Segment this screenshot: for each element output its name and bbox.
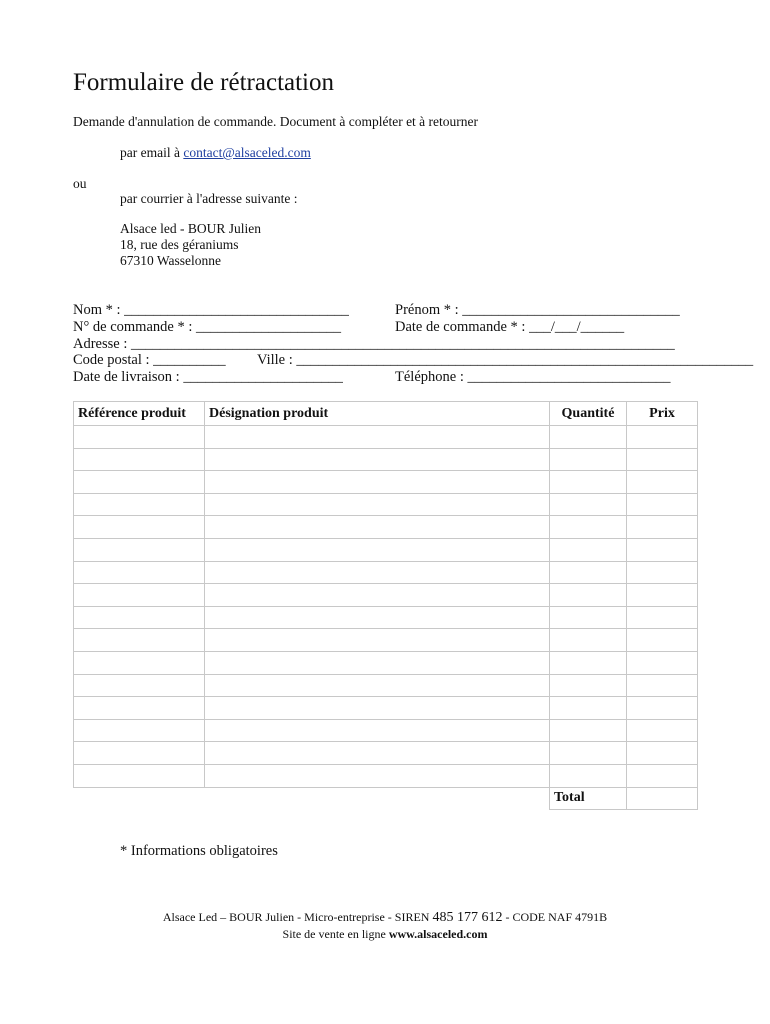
table-cell[interactable] [550,606,627,629]
table-cell[interactable] [627,651,698,674]
table-cell[interactable] [205,584,550,607]
table-cell[interactable] [627,697,698,720]
or-text: ou [73,176,87,191]
table-cell[interactable] [205,493,550,516]
address-line-1: Alsace led - BOUR Julien [120,221,261,236]
table-cell[interactable] [627,448,698,471]
header-reference: Référence produit [74,402,205,426]
table-row [74,516,698,539]
table-cell[interactable] [550,493,627,516]
table-cell[interactable] [627,719,698,742]
table-cell[interactable] [550,471,627,494]
table-cell[interactable] [550,426,627,449]
table-cell[interactable] [205,516,550,539]
table-cell[interactable] [205,538,550,561]
table-cell[interactable] [74,764,205,787]
table-cell[interactable] [205,471,550,494]
table-cell[interactable] [627,426,698,449]
table-cell[interactable] [550,584,627,607]
table-row [74,426,698,449]
footer-site-label: Site de vente en ligne [282,927,389,941]
table-cell[interactable] [627,584,698,607]
footer-site-link[interactable]: www.alsaceled.com [388,927,488,941]
address-line-3: 67310 Wasselonne [120,253,222,268]
table-cell[interactable] [74,584,205,607]
table-cell[interactable] [627,493,698,516]
table-cell[interactable] [205,697,550,720]
table-cell[interactable] [550,742,627,765]
table-cell[interactable] [550,651,627,674]
table-cell[interactable] [74,629,205,652]
table-cell[interactable] [205,606,550,629]
header-quantite: Quantité [550,402,627,426]
table-cell[interactable] [627,516,698,539]
table-row [74,493,698,516]
table-cell[interactable] [74,606,205,629]
table-cell[interactable] [550,516,627,539]
address-line-2: 18, rue des géraniums [120,237,239,252]
footer-siren: 485 177 612 [432,910,503,925]
date-commande-field[interactable]: Date de commande * : ___/___/______ [395,319,625,335]
table-cell[interactable] [627,742,698,765]
footer-line-1 [0,910,770,926]
table-cell[interactable] [205,561,550,584]
table-row [74,764,698,787]
table-row [74,651,698,674]
table-cell[interactable] [74,493,205,516]
table-cell[interactable] [550,719,627,742]
table-cell[interactable] [74,538,205,561]
table-cell[interactable] [205,629,550,652]
total-value[interactable] [627,787,698,810]
header-prix: Prix [627,402,698,426]
email-link[interactable]: contact@alsaceled.com [183,145,311,160]
adresse-field[interactable]: Adresse : ___________________________________________________________________________ [73,336,675,352]
table-cell[interactable] [205,742,550,765]
table-cell[interactable] [74,516,205,539]
table-row [74,697,698,720]
footer-company: Alsace Led – BOUR Julien - Micro-entreprise - SIREN [162,910,433,924]
table-cell[interactable] [74,651,205,674]
code-postal-field[interactable]: Code postal : __________ [73,352,226,368]
products-table [73,401,698,810]
table-row [74,471,698,494]
email-prefix: par email à [120,145,184,160]
table-cell[interactable] [205,764,550,787]
table-row [74,561,698,584]
total-label: Total [550,787,627,810]
header-designation: Désignation produit [205,402,550,426]
prenom-field[interactable]: Prénom * : ______________________________ [395,302,680,318]
footer-line-2 [0,927,770,942]
table-cell[interactable] [627,629,698,652]
table-row [74,629,698,652]
table-header-row [74,402,698,426]
table-row [74,584,698,607]
table-cell[interactable] [627,606,698,629]
table-row [74,719,698,742]
table-cell[interactable] [74,471,205,494]
table-cell[interactable] [627,674,698,697]
table-cell[interactable] [74,561,205,584]
table-cell[interactable] [74,674,205,697]
table-cell[interactable] [74,742,205,765]
table-cell[interactable] [74,448,205,471]
table-cell[interactable] [550,629,627,652]
table-cell[interactable] [74,426,205,449]
table-row [74,742,698,765]
table-cell[interactable] [205,719,550,742]
nom-field[interactable]: Nom * : _______________________________ [73,302,349,318]
table-cell[interactable] [550,538,627,561]
table-cell[interactable] [74,697,205,720]
table-row [74,448,698,471]
table-cell[interactable] [205,651,550,674]
table-cell[interactable] [74,719,205,742]
table-cell[interactable] [205,448,550,471]
courrier-text: par courrier à l'adresse suivante : [120,191,298,206]
table-cell[interactable] [205,426,550,449]
required-note: * Informations obligatoires [120,843,278,859]
table-cell[interactable] [550,561,627,584]
telephone-field[interactable]: Téléphone : ____________________________ [395,369,671,385]
table-cell[interactable] [550,674,627,697]
livraison-field[interactable]: Date de livraison : ______________________ [73,369,343,385]
intro-text: Demande d'annulation de commande. Document à compléter et à retourner [73,114,479,129]
table-cell[interactable] [205,674,550,697]
table-cell[interactable] [627,538,698,561]
table-cell[interactable] [550,448,627,471]
table-row [74,606,698,629]
table-cell[interactable] [627,471,698,494]
ville-field[interactable]: Ville : _______________________________________________________________ [257,352,754,368]
total-row [74,787,698,810]
table-row [74,674,698,697]
commande-field[interactable]: N° de commande * : ____________________ [73,319,341,335]
footer-naf: - CODE NAF 4791B [502,910,608,924]
table-cell[interactable] [550,697,627,720]
table-cell[interactable] [550,764,627,787]
email-line [120,145,311,161]
page-title: Formulaire de rétractation [73,69,334,96]
total-spacer [205,787,550,810]
total-spacer [74,787,205,810]
table-cell[interactable] [627,764,698,787]
table-row [74,538,698,561]
table-cell[interactable] [627,561,698,584]
